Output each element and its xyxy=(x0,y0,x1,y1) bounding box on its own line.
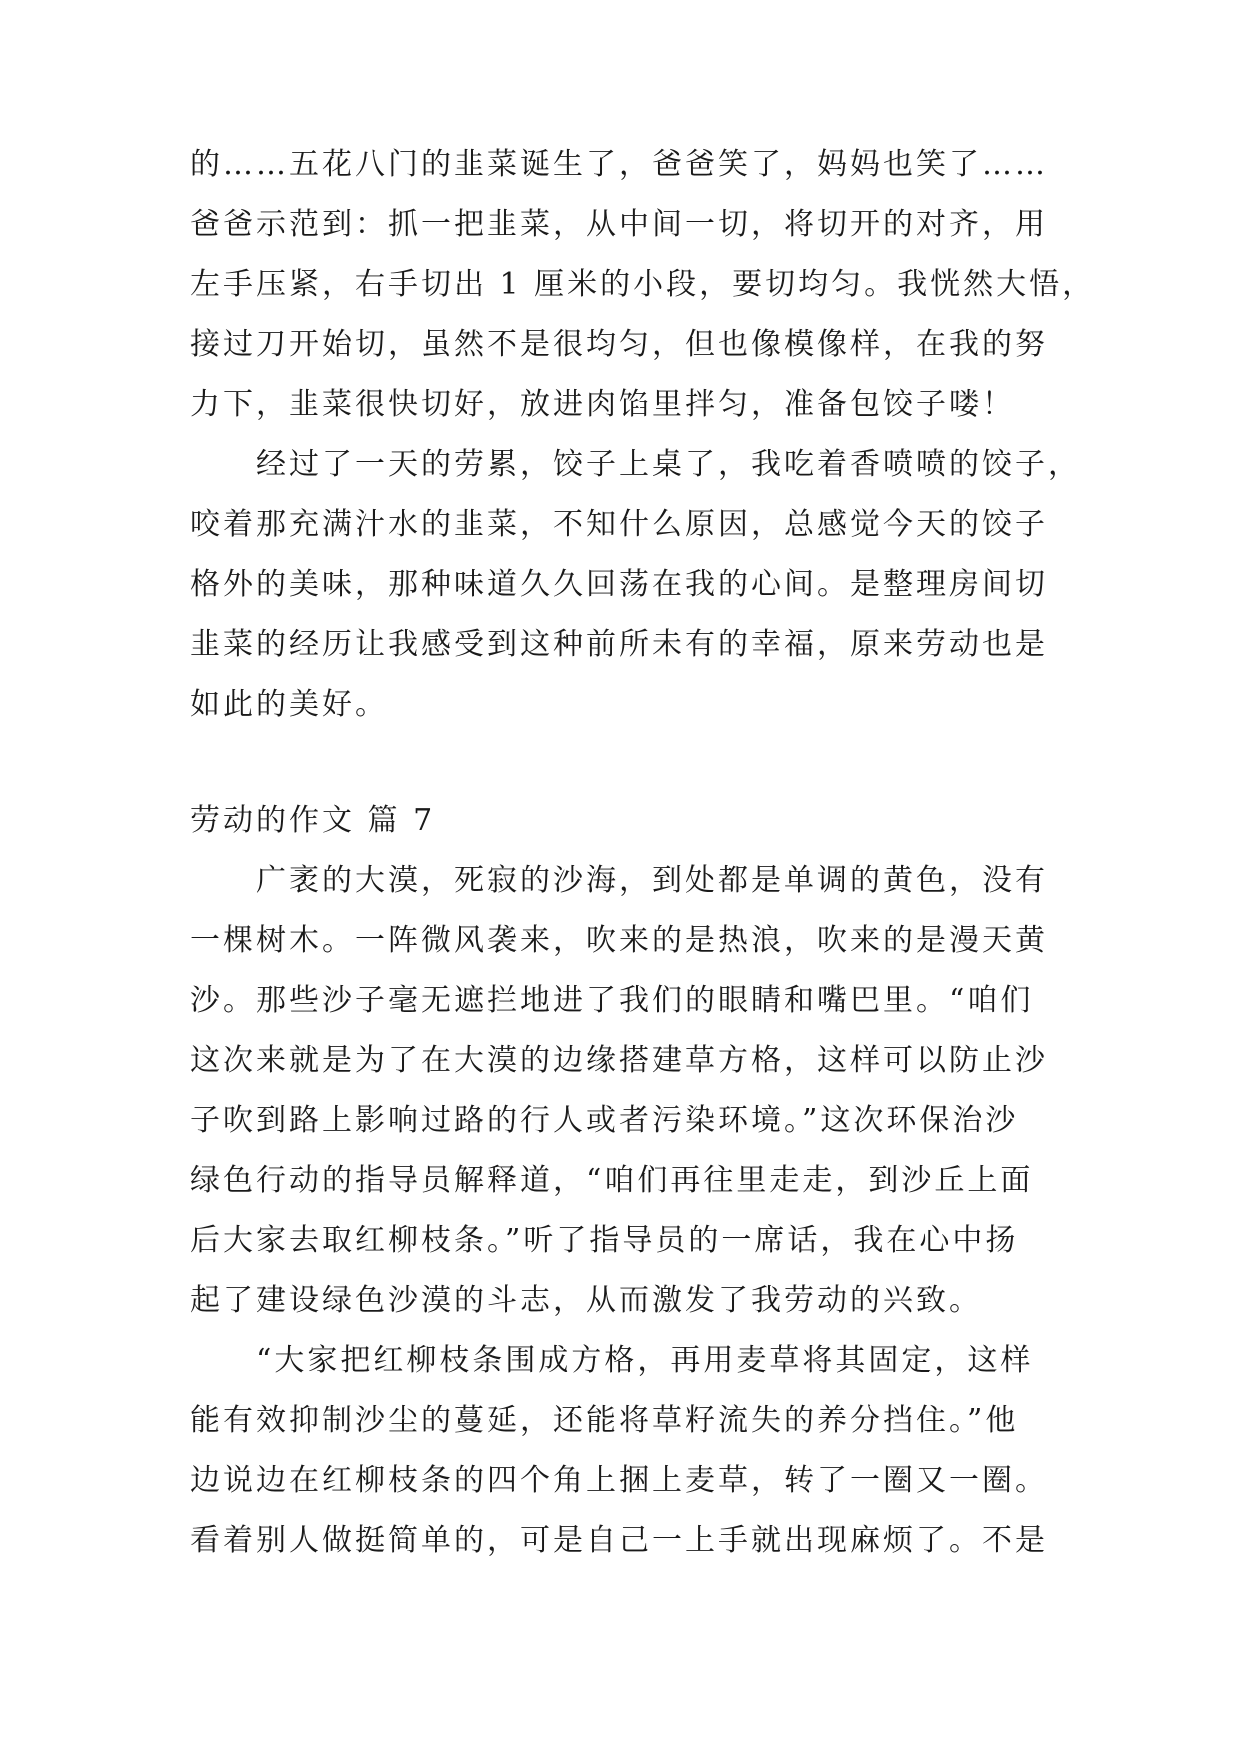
text-line: 格外的美味，那种味道久久回荡在我的心间。是整理房间切 xyxy=(190,567,1048,602)
text-line: 经过了一天的劳累，饺子上桌了，我吃着香喷喷的饺子， xyxy=(190,447,1081,482)
text-line: 这次来就是为了在大漠的边缘搭建草方格，这样可以防止沙 xyxy=(190,1043,1048,1078)
text-line: “大家把红柳枝条围成方格，再用麦草将其固定，这样 xyxy=(190,1343,1034,1378)
text-line: 广袤的大漠，死寂的沙海，到处都是单调的黄色，没有 xyxy=(190,863,1048,898)
text-line: 沙。那些沙子毫无遮拦地进了我们的眼睛和嘴巴里。“咱们 xyxy=(190,983,1034,1018)
text-line: 左手压紧，右手切出 1 厘米的小段，要切均匀。我恍然大悟， xyxy=(190,267,1096,302)
text-line: 边说边在红柳枝条的四个角上捆上麦草，转了一圈又一圈。 xyxy=(190,1463,1048,1498)
text-line: 绿色行动的指导员解释道，“咱们再往里走走，到沙丘上面 xyxy=(190,1163,1034,1198)
text-line: 子吹到路上影响过路的行人或者污染环境。”这次环保治沙 xyxy=(190,1103,1019,1138)
text-line: 接过刀开始切，虽然不是很均匀，但也像模像样，在我的努 xyxy=(190,327,1048,362)
text-line: 韭菜的经历让我感受到这种前所未有的幸福，原来劳动也是 xyxy=(190,627,1048,662)
text-line: 看着别人做挺简单的，可是自己一上手就出现麻烦了。不是 xyxy=(190,1523,1048,1558)
text-line: 起了建设绿色沙漠的斗志，从而激发了我劳动的兴致。 xyxy=(190,1283,982,1318)
text-line: 如此的美好。 xyxy=(190,687,388,722)
section-heading: 劳动的作文 篇 7 xyxy=(190,803,436,838)
text-line: 一棵树木。一阵微风袭来，吹来的是热浪，吹来的是漫天黄 xyxy=(190,923,1048,958)
text-line: 的……五花八门的韭菜诞生了，爸爸笑了，妈妈也笑了…… xyxy=(190,147,1048,182)
text-line: 咬着那充满汁水的韭菜，不知什么原因，总感觉今天的饺子 xyxy=(190,507,1048,542)
text-line: 后大家去取红柳枝条。”听了指导员的一席话，我在心中扬 xyxy=(190,1223,1019,1258)
text-line: 爸爸示范到：抓一把韭菜，从中间一切，将切开的对齐，用 xyxy=(190,207,1048,242)
text-line: 能有效抑制沙尘的蔓延，还能将草籽流失的养分挡住。”他 xyxy=(190,1403,1019,1438)
text-line: 力下，韭菜很快切好，放进肉馅里拌匀，准备包饺子喽！ xyxy=(190,387,1015,422)
